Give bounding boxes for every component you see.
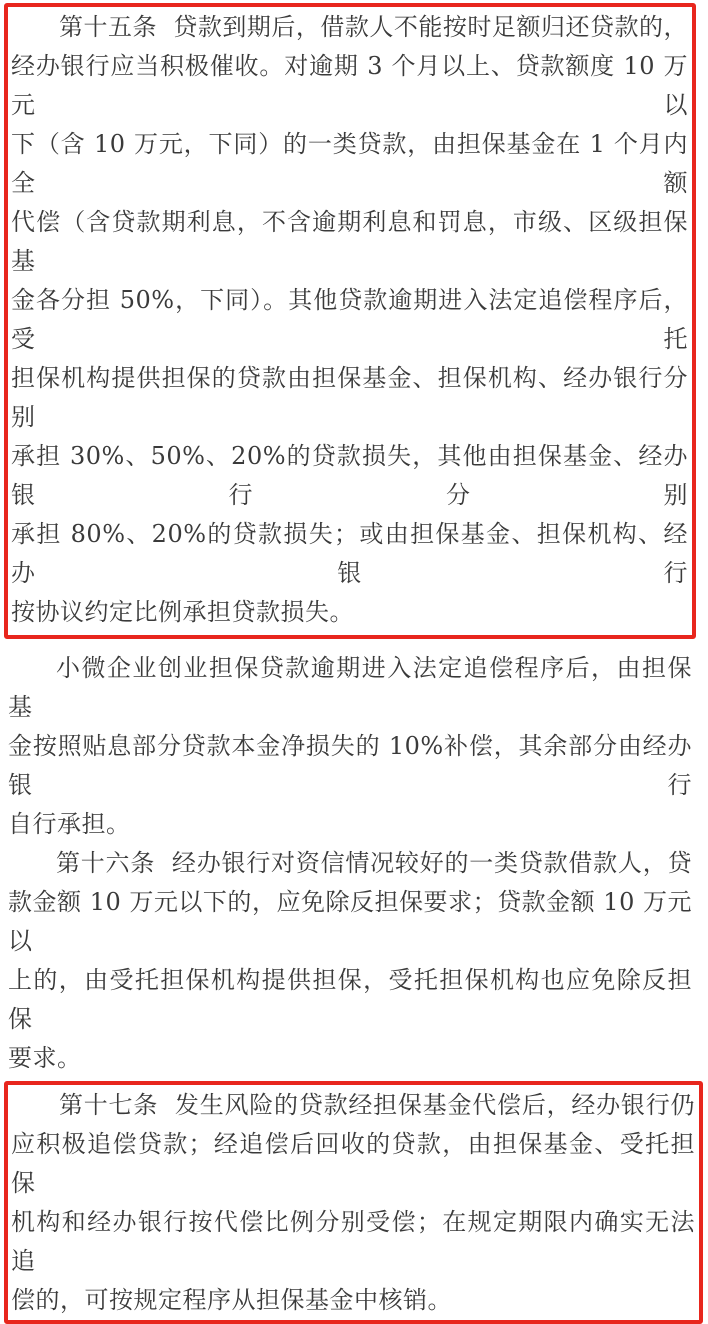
text-line: 承担 30%、50%、20%的贷款损失，其他由担保基金、经办银行分别 [11, 442, 688, 509]
article-15-highlight-box [4, 3, 696, 639]
scanned-policy-document-page [0, 3, 708, 1314]
text-line: 担保机构提供担保的贷款由担保基金、担保机构、经办银行分别 [11, 364, 688, 431]
text-line: 承担 80%、20%的贷款损失；或由担保基金、担保机构、经办银行 [11, 520, 688, 587]
text-line: 第十七条 发生风险的贷款经担保基金代偿后，经办银行仍 [59, 1091, 695, 1119]
article-17-highlight-box [4, 1081, 703, 1324]
text-line: 应积极追偿贷款；经追偿后回收的贷款，由担保基金、受托担保 [11, 1130, 695, 1197]
text-line: 款金额 10 万元以下的，应免除反担保要求；贷款金额 10 万元以 [8, 888, 692, 955]
text-line: 小微企业创业担保贷款逾期进入法定追偿程序后，由担保基 [8, 654, 692, 721]
text-line: 第十五条 贷款到期后，借款人不能按时足额归还贷款的， [59, 13, 688, 41]
text-line: 金各分担 50%，下同）。其他贷款逾期进入法定追偿程序后，受托 [11, 286, 688, 353]
text-line: 按协议约定比例承担贷款损失。 [11, 598, 354, 626]
text-line: 自行承担。 [8, 810, 131, 838]
text-line: 要求。 [8, 1044, 82, 1072]
text-line: 上的，由受托担保机构提供担保，受托担保机构也应免除反担保 [8, 966, 692, 1033]
text-line: 代偿（含贷款期利息，不含逾期利息和罚息，市级、区级担保基 [11, 208, 688, 275]
text-line: 下（含 10 万元，下同）的一类贷款，由担保基金在 1 个月内全额 [11, 130, 688, 197]
article-16-paragraph [8, 844, 692, 1078]
text-line: 经办银行应当积极催收。对逾期 3 个月以上、贷款额度 10 万元以 [11, 52, 688, 119]
paragraph-microloan-compensation [8, 649, 692, 844]
text-line: 第十六条 经办银行对资信情况较好的一类贷款借款人，贷 [56, 849, 692, 877]
text-line: 机构和经办银行按代偿比例分别受偿；在规定期限内确实无法追 [11, 1208, 695, 1275]
text-line: 金按照贴息部分贷款本金净损失的 10%补偿，其余部分由经办银行 [8, 732, 692, 799]
text-line: 偿的，可按规定程序从担保基金中核销。 [11, 1286, 452, 1314]
